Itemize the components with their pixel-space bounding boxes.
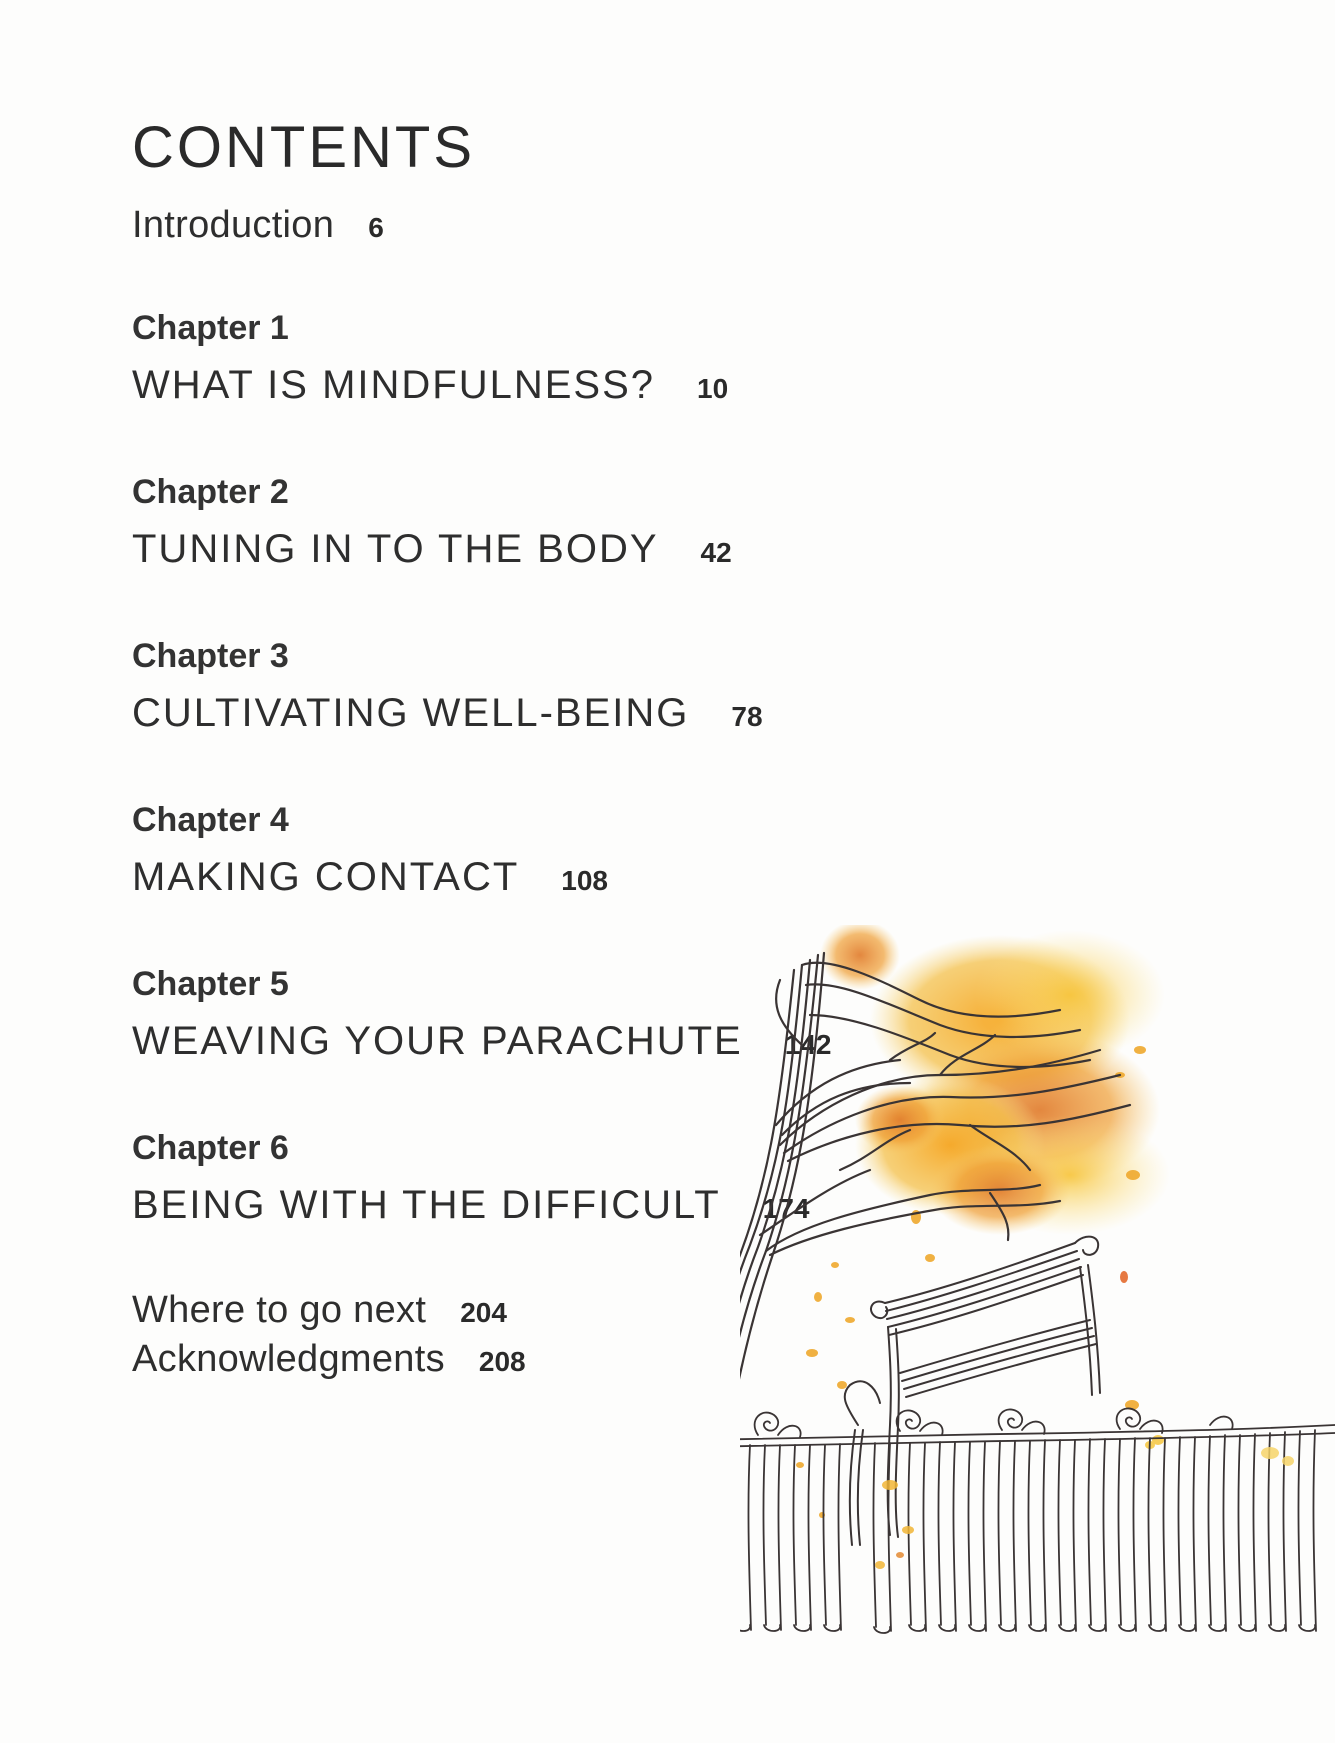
iron-railing — [740, 1408, 1335, 1633]
toc-entry-label: Acknowledgments — [132, 1338, 445, 1380]
toc-entry-introduction[interactable] — [132, 204, 892, 247]
chapter-title: MAKING CONTACT — [132, 855, 520, 899]
chapter-label: Chapter 1 — [132, 309, 289, 347]
page-title: CONTENTS — [132, 115, 475, 180]
chapter-title: TUNING IN TO THE BODY — [132, 527, 659, 571]
railing-bars — [740, 1430, 1316, 1631]
toc-chapter-1[interactable] — [132, 305, 892, 411]
chapter-title: BEING WITH THE DIFFICULT — [132, 1183, 721, 1227]
park-bench — [845, 1237, 1100, 1545]
toc-chapter-3[interactable] — [132, 633, 892, 739]
toc-page-number: 78 — [731, 701, 763, 732]
toc-chapter-2[interactable] — [132, 469, 892, 575]
toc-page-number: 142 — [784, 1029, 832, 1060]
toc-entry-label: Introduction — [132, 204, 335, 246]
foliage — [820, 925, 1170, 1235]
chapter-label: Chapter 5 — [132, 965, 289, 1003]
toc-page-number: 174 — [762, 1193, 810, 1224]
chapter-label: Chapter 6 — [132, 1129, 289, 1167]
toc-page-number: 204 — [460, 1297, 507, 1328]
chapter-title: CULTIVATING WELL-BEING — [132, 691, 690, 735]
toc-page-number: 208 — [478, 1346, 526, 1377]
chapter-title: WEAVING YOUR PARACHUTE — [132, 1019, 743, 1063]
toc-page-number: 6 — [368, 212, 384, 243]
toc-page-number: 108 — [561, 865, 608, 896]
toc-page-number: 42 — [700, 537, 732, 568]
chapter-title: WHAT IS MINDFULNESS? — [132, 363, 656, 407]
tree-bench-illustration — [740, 925, 1335, 1685]
toc-page-number: 10 — [697, 373, 729, 404]
toc-chapter-4[interactable] — [132, 797, 892, 903]
railing-bar-ends — [740, 1625, 1315, 1633]
chapter-label: Chapter 4 — [132, 801, 289, 839]
toc-entry-label: Where to go next — [132, 1289, 427, 1331]
chapter-label: Chapter 3 — [132, 637, 289, 675]
chapter-label: Chapter 2 — [132, 473, 289, 511]
